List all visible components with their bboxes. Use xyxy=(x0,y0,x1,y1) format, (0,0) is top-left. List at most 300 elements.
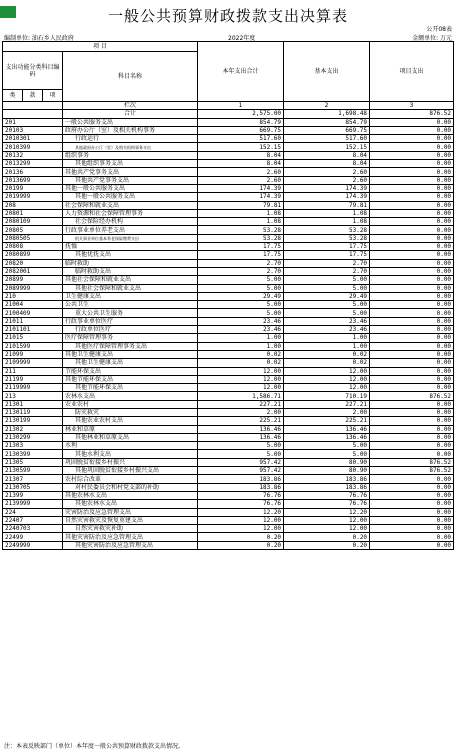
row-total: 0.20 xyxy=(198,533,284,541)
row-basic: 17.75 xyxy=(284,243,370,251)
row-code: 20899 xyxy=(3,276,63,284)
table-row xyxy=(3,442,454,450)
table-row xyxy=(3,243,454,251)
row-code: 20199 xyxy=(3,184,63,192)
row-code: 208 xyxy=(3,201,63,209)
table-row xyxy=(3,491,454,499)
row-subject: 行政运行 xyxy=(63,135,198,143)
row-code: 2130599 xyxy=(3,467,63,475)
row-total: 854.79 xyxy=(198,118,284,126)
table-row xyxy=(3,533,454,541)
row-subject: 其他一般公共服务支出 xyxy=(63,193,198,201)
row-subject: 其他巩固脱贫衔接乡村振兴支出 xyxy=(63,467,198,475)
row-total: 2.70 xyxy=(198,259,284,267)
row-basic: 1.08 xyxy=(284,209,370,217)
row-code: 224 xyxy=(3,508,63,516)
table-row xyxy=(3,326,454,334)
row-total: 5.00 xyxy=(198,450,284,458)
row-basic: 12.00 xyxy=(284,375,370,383)
row-total: 12.00 xyxy=(198,384,284,392)
row-code: 21302 xyxy=(3,425,63,433)
seq-2: 2 xyxy=(284,102,370,110)
compiling-unit: 编制单位: 油石乡人民政府 xyxy=(4,35,74,42)
header-func-code: 支出功能分类科目编码 xyxy=(3,52,63,90)
row-code: 21199 xyxy=(3,375,63,383)
row-total: 136.46 xyxy=(198,433,284,441)
row-subject: 行政事业单位养老支出 xyxy=(63,226,198,234)
table-row xyxy=(3,475,454,483)
row-subject: 行政事业单位医疗 xyxy=(63,317,198,325)
table-row xyxy=(3,541,454,549)
row-code: 2139999 xyxy=(3,500,63,508)
row-total: 5.00 xyxy=(198,442,284,450)
row-basic: 12.00 xyxy=(284,516,370,524)
row-project: 0.00 xyxy=(370,284,454,292)
table-row xyxy=(3,516,454,524)
table-row xyxy=(3,408,454,416)
row-subject: 其他政府办公厅（室）及相关机构事务支出 xyxy=(63,143,198,151)
table-row xyxy=(3,317,454,325)
row-total: 957.42 xyxy=(198,458,284,466)
table-row xyxy=(3,508,454,516)
row-total: 152.15 xyxy=(198,143,284,151)
row-project: 876.52 xyxy=(370,458,454,466)
row-code: 2100409 xyxy=(3,309,63,317)
row-subject: 自然灾害救灾及恢复重建支出 xyxy=(63,516,198,524)
table-row xyxy=(3,276,454,284)
row-code: 2010399 xyxy=(3,143,63,151)
row-total: 29.49 xyxy=(198,292,284,300)
row-total: 8.04 xyxy=(198,151,284,159)
row-code: 22407 xyxy=(3,516,63,524)
row-basic: 136.46 xyxy=(284,425,370,433)
row-code: 21301 xyxy=(3,400,63,408)
row-basic: 76.76 xyxy=(284,491,370,499)
row-subject: 其他一般公共服务支出 xyxy=(63,184,198,192)
row-basic: 80.90 xyxy=(284,467,370,475)
table-row xyxy=(3,417,454,425)
row-basic: 53.28 xyxy=(284,226,370,234)
row-project: 0.00 xyxy=(370,408,454,416)
row-project: 0.00 xyxy=(370,176,454,184)
table-row xyxy=(3,301,454,309)
row-total: 5.00 xyxy=(198,284,284,292)
header-project: 项 目 xyxy=(3,42,198,52)
row-basic: 174.39 xyxy=(284,184,370,192)
row-total: 0.20 xyxy=(198,541,284,549)
row-subject: 人力资源和社会保障管理事务 xyxy=(63,209,198,217)
row-code: 2019999 xyxy=(3,193,63,201)
row-project: 0.00 xyxy=(370,417,454,425)
row-subject: 其他节能环保支出 xyxy=(63,384,198,392)
row-basic: 12.00 xyxy=(284,384,370,392)
row-total: 136.46 xyxy=(198,425,284,433)
row-subject: 自然灾害救灾补助 xyxy=(63,525,198,533)
row-subject: 其他卫生健康支出 xyxy=(63,359,198,367)
row-total: 2.70 xyxy=(198,267,284,275)
row-project: 0.00 xyxy=(370,533,454,541)
row-code: 21099 xyxy=(3,350,63,358)
table-row xyxy=(3,259,454,267)
row-total: 5.00 xyxy=(198,301,284,309)
row-code: 21015 xyxy=(3,334,63,342)
row-basic: 0.20 xyxy=(284,533,370,541)
row-project: 0.00 xyxy=(370,251,454,259)
row-basic: 5.00 xyxy=(284,276,370,284)
row-code: 2080899 xyxy=(3,251,63,259)
row-project: 0.00 xyxy=(370,450,454,458)
total-all: 2,575.00 xyxy=(198,110,284,118)
row-code: 2013299 xyxy=(3,160,63,168)
row-project: 0.00 xyxy=(370,317,454,325)
row-subject: 组织事务 xyxy=(63,151,198,159)
row-total: 669.75 xyxy=(198,126,284,134)
table-row xyxy=(3,151,454,159)
row-total: 225.21 xyxy=(198,417,284,425)
row-basic: 1.08 xyxy=(284,218,370,226)
row-subject: 其他农业农村支出 xyxy=(63,417,198,425)
row-code: 20805 xyxy=(3,226,63,234)
row-total: 17.75 xyxy=(198,243,284,251)
table-row xyxy=(3,500,454,508)
table-row xyxy=(3,483,454,491)
table-row xyxy=(3,218,454,226)
row-basic: 225.21 xyxy=(284,417,370,425)
row-subject: 政府办公厅（室）及相关机构事务 xyxy=(63,126,198,134)
row-code: 2101599 xyxy=(3,342,63,350)
row-project: 0.00 xyxy=(370,334,454,342)
table-row xyxy=(3,251,454,259)
sum-label: 合计 xyxy=(63,110,198,118)
row-basic: 2.70 xyxy=(284,267,370,275)
table-row xyxy=(3,525,454,533)
row-project: 0.00 xyxy=(370,160,454,168)
row-basic: 53.28 xyxy=(284,234,370,242)
row-subject: 对村民委员会和村党支部的补助 xyxy=(63,483,198,491)
row-subject: 巩固脱贫衔接乡村振兴 xyxy=(63,458,198,466)
table-row xyxy=(3,392,454,400)
row-code: 20808 xyxy=(3,243,63,251)
footnote: 注：本表反映部门（单位）本年度一般公共预算财政拨款支出情况。 xyxy=(4,743,185,750)
table-row xyxy=(3,160,454,168)
row-code: 2240703 xyxy=(3,525,63,533)
header-kuan: 款 xyxy=(23,90,43,102)
row-code: 211 xyxy=(3,367,63,375)
row-project: 0.00 xyxy=(370,126,454,134)
row-basic: 2.60 xyxy=(284,168,370,176)
row-project: 0.00 xyxy=(370,218,454,226)
row-total: 174.39 xyxy=(198,193,284,201)
table-row xyxy=(3,234,454,242)
row-total: 174.39 xyxy=(198,184,284,192)
row-total: 0.02 xyxy=(198,350,284,358)
row-project: 0.00 xyxy=(370,301,454,309)
fiscal-year: 2022年度 xyxy=(228,35,256,42)
row-code: 201 xyxy=(3,118,63,126)
row-basic: 8.04 xyxy=(284,160,370,168)
row-basic: 183.86 xyxy=(284,483,370,491)
row-project: 0.00 xyxy=(370,350,454,358)
row-subject: 农林水支出 xyxy=(63,392,198,400)
row-basic: 12.00 xyxy=(284,525,370,533)
row-total: 23.46 xyxy=(198,317,284,325)
row-subject: 其他灾害防治及应急管理支出 xyxy=(63,541,198,549)
row-subject: 其他农林水支出 xyxy=(63,500,198,508)
row-basic: 5.00 xyxy=(284,284,370,292)
row-project: 0.00 xyxy=(370,276,454,284)
row-basic: 183.86 xyxy=(284,475,370,483)
table-row xyxy=(3,184,454,192)
row-total: 12.00 xyxy=(198,367,284,375)
row-code: 2082001 xyxy=(3,267,63,275)
row-project: 0.00 xyxy=(370,541,454,549)
row-code: 213 xyxy=(3,392,63,400)
row-code: 2010301 xyxy=(3,135,63,143)
row-total: 183.86 xyxy=(198,475,284,483)
row-total: 76.76 xyxy=(198,491,284,499)
row-code: 2101101 xyxy=(3,326,63,334)
total-basic: 1,698.48 xyxy=(284,110,370,118)
row-basic: 1.00 xyxy=(284,334,370,342)
row-basic: 12.00 xyxy=(284,367,370,375)
header-basic: 基本支出 xyxy=(284,42,370,102)
row-code: 2089999 xyxy=(3,284,63,292)
row-basic: 5.00 xyxy=(284,450,370,458)
row-code: 22499 xyxy=(3,533,63,541)
row-total: 53.28 xyxy=(198,234,284,242)
seq-3: 3 xyxy=(370,102,454,110)
row-project: 0.00 xyxy=(370,342,454,350)
row-basic: 76.76 xyxy=(284,500,370,508)
form-number: 公开08表 xyxy=(426,26,452,33)
total-project: 876.52 xyxy=(370,110,454,118)
header-subject-name: 科目名称 xyxy=(63,52,198,102)
row-code: 21307 xyxy=(3,475,63,483)
row-project: 0.00 xyxy=(370,433,454,441)
table-row xyxy=(3,226,454,234)
row-subject: 重大公共卫生服务 xyxy=(63,309,198,317)
table-row xyxy=(3,193,454,201)
row-basic: 12.20 xyxy=(284,508,370,516)
row-code: 21011 xyxy=(3,317,63,325)
table-row xyxy=(3,168,454,176)
table-row xyxy=(3,267,454,275)
row-project: 0.00 xyxy=(370,309,454,317)
row-subject: 公共卫生 xyxy=(63,301,198,309)
row-basic: 5.00 xyxy=(284,301,370,309)
row-subject: 其他农林水支出 xyxy=(63,491,198,499)
seq-1: 1 xyxy=(198,102,284,110)
row-basic: 152.15 xyxy=(284,143,370,151)
row-basic: 227.21 xyxy=(284,400,370,408)
row-code: 2130299 xyxy=(3,433,63,441)
row-code: 20820 xyxy=(3,259,63,267)
row-subject: 其他节能环保支出 xyxy=(63,375,198,383)
row-basic: 5.00 xyxy=(284,309,370,317)
expenditure-table xyxy=(2,41,454,550)
row-project: 0.00 xyxy=(370,500,454,508)
row-subject: 社会保险经办机构 xyxy=(63,218,198,226)
row-subject: 其他卫生健康支出 xyxy=(63,350,198,358)
row-code: 2130399 xyxy=(3,450,63,458)
table-row xyxy=(3,375,454,383)
row-code: 2080505 xyxy=(3,234,63,242)
table-row xyxy=(3,425,454,433)
row-basic: 23.46 xyxy=(284,326,370,334)
table-row xyxy=(3,342,454,350)
row-project: 876.52 xyxy=(370,467,454,475)
row-basic: 669.75 xyxy=(284,126,370,134)
row-basic: 174.39 xyxy=(284,193,370,201)
row-total: 517.60 xyxy=(198,135,284,143)
row-subject: 灾害防治及应急管理支出 xyxy=(63,508,198,516)
row-code: 2080109 xyxy=(3,218,63,226)
row-project: 0.00 xyxy=(370,201,454,209)
row-subject: 医疗保障管理事务 xyxy=(63,334,198,342)
row-project: 0.00 xyxy=(370,209,454,217)
table-row xyxy=(3,367,454,375)
row-total: 17.75 xyxy=(198,251,284,259)
row-project: 0.00 xyxy=(370,491,454,499)
row-project: 0.00 xyxy=(370,259,454,267)
row-basic: 2.70 xyxy=(284,259,370,267)
row-basic: 79.81 xyxy=(284,201,370,209)
row-total: 23.46 xyxy=(198,326,284,334)
row-subject: 其他灾害防治及应急管理支出 xyxy=(63,533,198,541)
table-row xyxy=(3,433,454,441)
row-subject: 其他医疗保障管理事务支出 xyxy=(63,342,198,350)
row-total: 12.00 xyxy=(198,375,284,383)
row-code: 20801 xyxy=(3,209,63,217)
row-subject: 其他水利支出 xyxy=(63,450,198,458)
row-project: 0.00 xyxy=(370,384,454,392)
row-code: 2109999 xyxy=(3,359,63,367)
table-row xyxy=(3,176,454,184)
row-project: 0.00 xyxy=(370,367,454,375)
row-code: 20132 xyxy=(3,151,63,159)
row-total: 1.00 xyxy=(198,342,284,350)
table-row xyxy=(3,292,454,300)
row-project: 0.00 xyxy=(370,359,454,367)
row-total: 79.81 xyxy=(198,201,284,209)
header-total: 本年支出合计 xyxy=(198,42,284,102)
table-row xyxy=(3,309,454,317)
row-code: 21303 xyxy=(3,442,63,450)
row-project: 0.00 xyxy=(370,184,454,192)
page-title: 一般公共预算财政拨款支出决算表 xyxy=(107,7,348,25)
row-subject: 其他社会保障和就业支出 xyxy=(63,284,198,292)
row-basic: 1.00 xyxy=(284,342,370,350)
table-row xyxy=(3,118,454,126)
row-subject: 一般公共服务支出 xyxy=(63,118,198,126)
table-row xyxy=(3,201,454,209)
table-row xyxy=(3,400,454,408)
row-total: 12.00 xyxy=(198,516,284,524)
row-basic: 854.79 xyxy=(284,118,370,126)
row-project: 0.00 xyxy=(370,226,454,234)
row-basic: 29.49 xyxy=(284,292,370,300)
row-code: 2130705 xyxy=(3,483,63,491)
row-project: 0.00 xyxy=(370,442,454,450)
row-basic: 23.46 xyxy=(284,317,370,325)
row-total: 2.00 xyxy=(198,408,284,416)
row-basic: 2.60 xyxy=(284,176,370,184)
row-project: 0.00 xyxy=(370,400,454,408)
row-project: 0.00 xyxy=(370,525,454,533)
row-project: 0.00 xyxy=(370,267,454,275)
row-subject: 其他社会保障和就业支出 xyxy=(63,276,198,284)
row-code: 210 xyxy=(3,292,63,300)
table-row xyxy=(3,450,454,458)
row-subject: 行政单位医疗 xyxy=(63,326,198,334)
row-project: 0.00 xyxy=(370,135,454,143)
row-code: 20136 xyxy=(3,168,63,176)
row-total: 1.08 xyxy=(198,218,284,226)
row-subject: 节能环保支出 xyxy=(63,367,198,375)
row-code: 2013699 xyxy=(3,176,63,184)
row-total: 1.00 xyxy=(198,334,284,342)
row-project: 0.00 xyxy=(370,292,454,300)
row-code: 2130199 xyxy=(3,417,63,425)
row-subject: 社会保障和就业支出 xyxy=(63,201,198,209)
table-row xyxy=(3,143,454,151)
row-subject: 林业和草原 xyxy=(63,425,198,433)
row-subject: 其他组织事务支出 xyxy=(63,160,198,168)
table-row xyxy=(3,135,454,143)
row-basic: 17.75 xyxy=(284,251,370,259)
table-row xyxy=(3,284,454,292)
row-code: 21004 xyxy=(3,301,63,309)
row-project: 0.00 xyxy=(370,118,454,126)
row-subject: 其他共产党事务支出 xyxy=(63,176,198,184)
row-subject: 水利 xyxy=(63,442,198,450)
row-project: 876.52 xyxy=(370,392,454,400)
row-total: 5.00 xyxy=(198,309,284,317)
row-basic: 0.02 xyxy=(284,350,370,358)
row-total: 76.76 xyxy=(198,500,284,508)
row-total: 5.00 xyxy=(198,276,284,284)
row-basic: 136.46 xyxy=(284,433,370,441)
row-total: 227.21 xyxy=(198,400,284,408)
row-project: 0.00 xyxy=(370,516,454,524)
row-code: 21305 xyxy=(3,458,63,466)
table-row xyxy=(3,209,454,217)
row-subject: 农村综合改革 xyxy=(63,475,198,483)
row-total: 2.60 xyxy=(198,168,284,176)
row-code: 2119999 xyxy=(3,384,63,392)
row-code: 2249999 xyxy=(3,541,63,549)
row-basic: 80.90 xyxy=(284,458,370,466)
row-subject: 临时救助支出 xyxy=(63,267,198,275)
row-project: 0.00 xyxy=(370,151,454,159)
row-code: 2130119 xyxy=(3,408,63,416)
row-total: 0.02 xyxy=(198,359,284,367)
table-row xyxy=(3,467,454,475)
row-subject: 机关事业单位基本养老保险缴费支出 xyxy=(63,234,198,242)
row-total: 183.86 xyxy=(198,483,284,491)
row-total: 2.60 xyxy=(198,176,284,184)
row-subject: 农业农村 xyxy=(63,400,198,408)
row-total: 957.42 xyxy=(198,467,284,475)
table-row xyxy=(3,384,454,392)
row-total: 8.04 xyxy=(198,160,284,168)
row-project: 0.00 xyxy=(370,375,454,383)
row-subject: 抚恤 xyxy=(63,243,198,251)
row-basic: 2.00 xyxy=(284,408,370,416)
table-row xyxy=(3,334,454,342)
row-code: 21399 xyxy=(3,491,63,499)
row-code: 20103 xyxy=(3,126,63,134)
